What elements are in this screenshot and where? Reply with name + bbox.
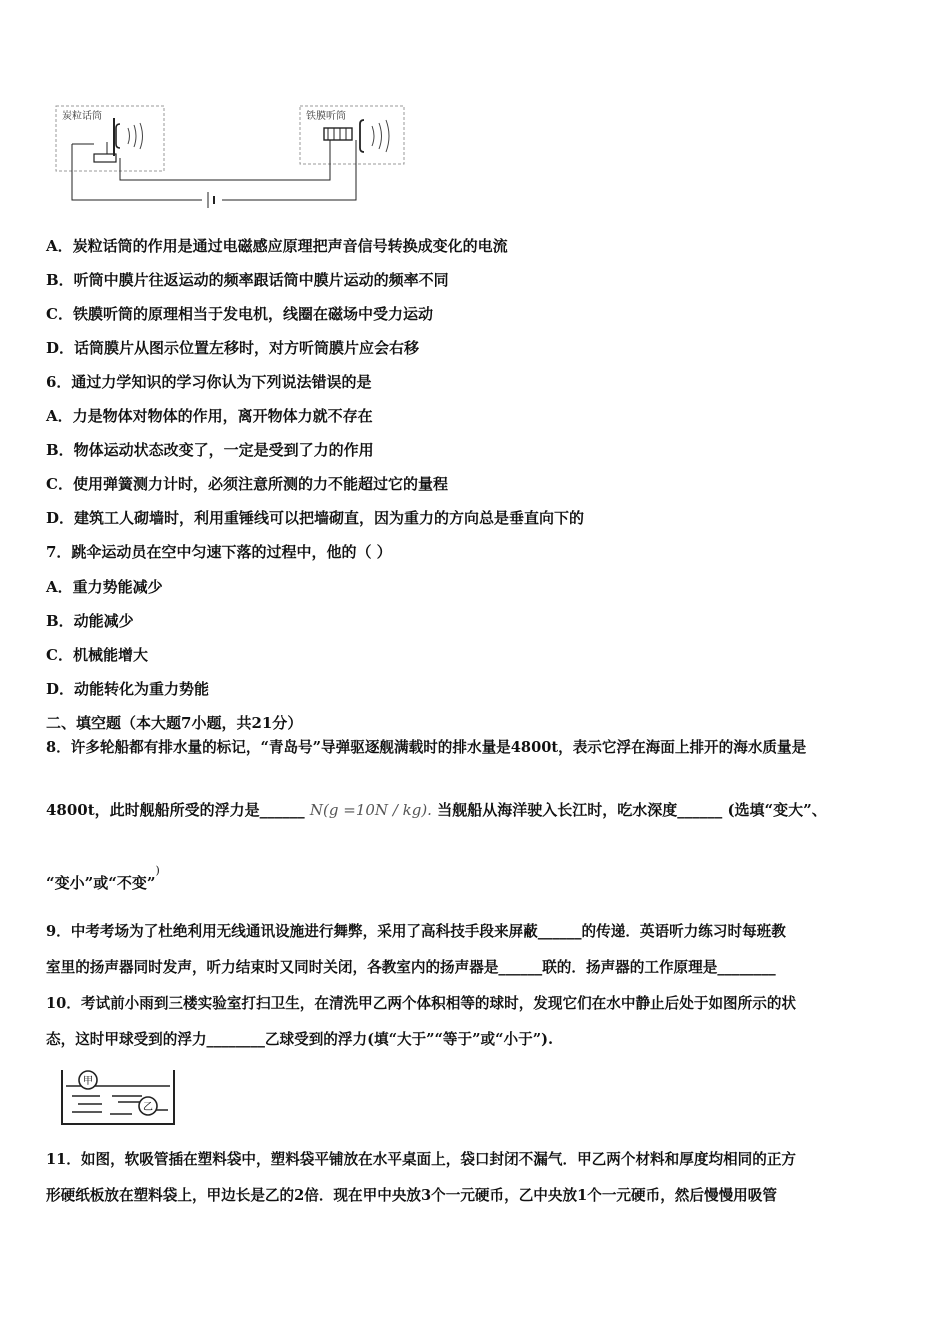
q5-option-a: A．炭粒话筒的作用是通过电磁感应原理把声音信号转换成变化的电流 <box>46 237 508 255</box>
carbon-microphone-label: 炭粒话筒 <box>62 111 102 122</box>
q5-option-c: C．铁膜听筒的原理相当于发电机，线圈在磁场中受力运动 <box>46 305 433 323</box>
q7-option-d: D．动能转化为重力势能 <box>46 680 210 698</box>
q6-option-c: C．使用弹簧测力计时，必须注意所测的力不能超过它的量程 <box>46 475 448 493</box>
q8-text-b: 当舰船从海洋驶入长江时，吃水深度______ <box>437 801 723 819</box>
section-heading-fill-in: 二、填空题（本大题7小题，共21分） <box>46 714 303 732</box>
balls-in-water-diagram <box>58 1066 178 1128</box>
q5-option-b: B．听筒中膜片往返运动的频率跟话筒中膜片运动的频率不同 <box>46 271 449 289</box>
q5-option-d: D．话筒膜片从图示位置左移时，对方听筒膜片应会右移 <box>46 339 420 357</box>
q7-option-b: B．动能减少 <box>46 612 134 630</box>
q8-close-paren: ) <box>155 864 160 877</box>
q11-line1: 11．如图，软吸管插在塑料袋中，塑料袋平铺放在水平桌面上，袋口封闭不漏气．甲乙两个材料和厚度均相同的正方 <box>46 1151 797 1168</box>
q8-formula: N(g =10N / kg). <box>309 801 432 819</box>
q11-line2: 形硬纸板放在塑料袋上，甲边长是乙的2倍．现在甲中央放3个一元硬币，乙中央放1个一元硬币，然后慢慢用吸管 <box>46 1187 777 1204</box>
q7-option-a: A．重力势能减少 <box>46 578 163 596</box>
q10-line1: 10．考试前小雨到三楼实验室打扫卫生，在清洗甲乙两个体积相等的球时，发现它们在水中静止后处于如图所示的状 <box>46 995 797 1012</box>
q8-line3 <box>46 864 160 895</box>
q8-line2 <box>46 800 827 820</box>
q9-line2: 室里的扬声器同时发声，听力结束时又同时关闭，各教室内的扬声器是______联的．扬声器的工作原理是________ <box>46 959 776 976</box>
q6-stem: 6．通过力学知识的学习你认为下列说法错误的是 <box>46 373 372 391</box>
q8-line1: 8．许多轮船都有排水量的标记，“青岛号”导弹驱逐舰满载时的排水量是4800t，表示它浮在海面上排开的海水质量是 <box>46 739 807 756</box>
q7-option-c: C．机械能增大 <box>46 646 148 664</box>
q8-text-d: “变小”或“不变” <box>46 874 156 892</box>
q8-text-c: (选填“变大”、 <box>727 801 827 819</box>
q9-line1: 9．中考考场为了杜绝利用无线通讯设施进行舞弊，采用了高科技手段来屏蔽______的传递．英语听力练习时每班教 <box>46 923 786 940</box>
iron-receiver-label: 铁膜听筒 <box>306 111 346 122</box>
q6-option-b: B．物体运动状态改变了，一定是受到了力的作用 <box>46 441 374 459</box>
telephone-circuit-diagram <box>52 98 412 213</box>
q7-stem: 7．跳伞运动员在空中匀速下落的过程中，他的（ ） <box>46 543 392 561</box>
q8-text-a: 4800t，此时舰船所受的浮力是______ <box>46 801 305 819</box>
ball-yi-label: 乙 <box>143 1102 153 1113</box>
q6-option-d: D．建筑工人砌墙时，利用重锤线可以把墙砌直，因为重力的方向总是垂直向下的 <box>46 509 585 527</box>
q10-line2: 态，这时甲球受到的浮力________乙球受到的浮力(填“大于”“等于”或“小于”). <box>46 1031 554 1048</box>
ball-jia-label: 甲 <box>83 1076 93 1087</box>
q6-option-a: A．力是物体对物体的作用，离开物体力就不存在 <box>46 407 373 425</box>
